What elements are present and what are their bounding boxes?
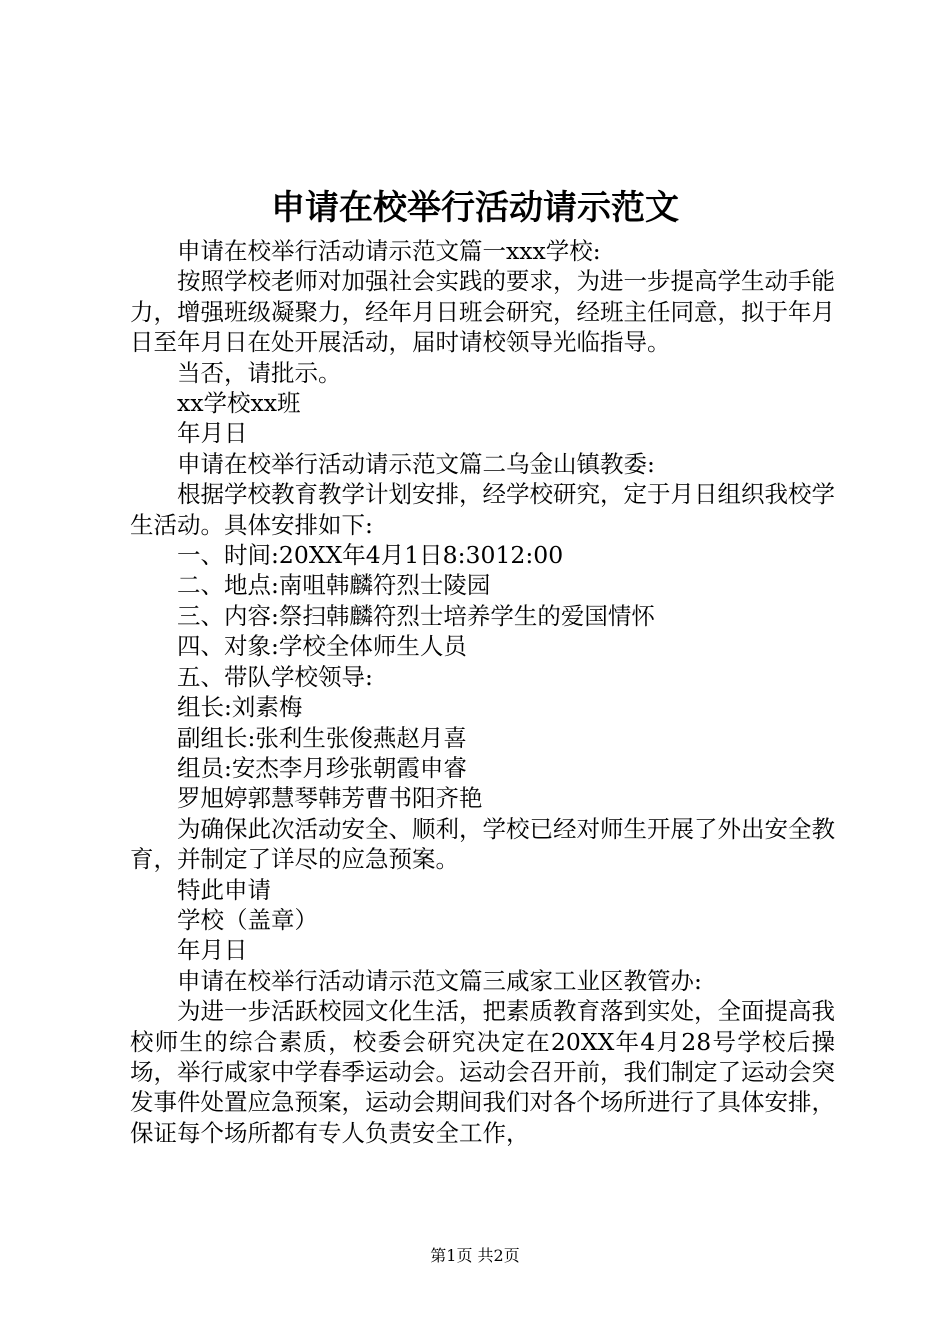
- document-title: 申请在校举行活动请示范文: [271, 188, 679, 228]
- paragraph-22: 为进一步活跃校园文化生活，把素质教育落到实处，全面提高我校师生的综合素质，校委会研究决定在20XX年4月28号学校后操场，举行咸家中学春季运动会。运动会召开前，我们制定了运动会突发事件处置应急预案，运动会期间我们对各个场所进行了具体安排，保证每个场所都有专人负责安全工作，: [130, 997, 835, 1147]
- paragraph-4: xx学校xx班: [177, 389, 301, 418]
- paragraph-20: 年月日: [177, 936, 248, 965]
- paragraph-21: 申请在校举行活动请示范文篇三咸家工业区教管办:: [177, 966, 702, 995]
- paragraph-5: 年月日: [177, 419, 248, 448]
- paragraph-2: 按照学校老师对加强社会实践的要求，为进一步提高学生动手能力，增强班级凝聚力，经年月日班会研究，经班主任同意，拟于年月日至年月日在处开展活动，届时请校领导光临指导。: [130, 267, 835, 357]
- paragraph-9: 二、地点:南咀韩麟符烈士陵园: [177, 571, 491, 600]
- paragraph-8: 一、时间:20XX年4月1日8:3012:00: [177, 541, 564, 570]
- paragraph-16: 罗旭婷郭慧琴韩芳曹书阳齐艳: [177, 784, 483, 813]
- paragraph-19: 学校（盖章）: [177, 905, 318, 934]
- paragraph-10: 三、内容:祭扫韩麟符烈士培养学生的爱国情怀: [177, 601, 655, 630]
- paragraph-12: 五、带队学校领导:: [177, 662, 373, 691]
- paragraph-15: 组员:安杰李月珍张朝霞申睿: [177, 753, 467, 782]
- paragraph-14: 副组长:张利生张俊燕赵月喜: [177, 723, 467, 752]
- paragraph-1: 申请在校举行活动请示范文篇一xxx学校:: [177, 237, 601, 265]
- paragraph-13: 组长:刘素梅: [177, 693, 303, 722]
- paragraph-11: 四、对象:学校全体师生人员: [177, 632, 467, 661]
- paragraph-17: 为确保此次活动安全、顺利，学校已经对师生开展了外出安全教育，并制定了详尽的应急预案。: [130, 814, 835, 874]
- paragraph-7: 根据学校教育教学计划安排，经学校研究，定于月日组织我校学生活动。具体安排如下:: [130, 480, 835, 539]
- page-footer: 第1页 共2页: [430, 1246, 520, 1265]
- paragraph-3: 当否，请批示。: [177, 358, 342, 387]
- paragraph-6: 申请在校举行活动请示范文篇二乌金山镇教委:: [177, 449, 655, 478]
- paragraph-18: 特此申请: [177, 875, 271, 904]
- document-body: [130, 236, 835, 1148]
